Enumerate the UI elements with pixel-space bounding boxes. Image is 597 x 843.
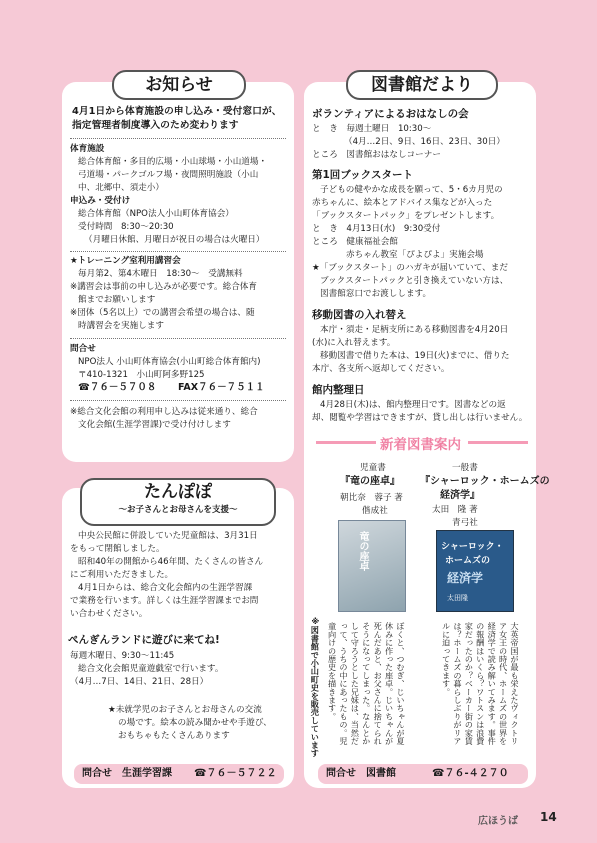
book1-publisher: 偕成社 bbox=[362, 506, 388, 516]
divider bbox=[70, 251, 286, 252]
training-text: 館までお願いします bbox=[78, 295, 156, 305]
book2-description: 大英帝国が最も栄えたヴィクトリア女王の時代、ホームズの世界を経済学で読み解いてみます。事件の報酬はいくら？ワトスンは浪費家だったのか？ベーカー街の家賃は？ホームズの暮らしぶりがリアルに迫ってきます。 bbox=[441, 622, 520, 745]
notice-heading: お知らせ bbox=[112, 70, 246, 100]
library-side-note: ※図書館で小山町史を販売しています bbox=[310, 616, 321, 758]
tanpopo-subheading: ～お子さんとお母さんを支援～ bbox=[118, 505, 238, 515]
apply-text: 総合体育館（NPO法人小山町体育協会） bbox=[78, 209, 234, 219]
penguin-note: おもちゃもたくさんあります bbox=[118, 731, 230, 741]
tanpopo-contact-label: 問合せ 生涯学習課 bbox=[82, 768, 172, 779]
notice-lead: 4月1日から体育施設の申し込み・受付窓口が、 bbox=[72, 106, 282, 117]
training-text: 毎月第2、第4木曜日 18:30～ 受講無料 bbox=[78, 269, 243, 279]
closed-day-text: 4月28日(木)は、館内整理日です。図書などの返 bbox=[320, 400, 506, 410]
new-books-rule-left bbox=[316, 441, 376, 444]
tanpopo-heading: たんぽぽ bbox=[144, 482, 212, 502]
facilities-text: 総合体育館・多目的広場・小山球場・小山道場・ bbox=[78, 157, 268, 167]
tanpopo-text: にご利用いただきました。 bbox=[70, 570, 174, 580]
book2-publisher: 青弓社 bbox=[452, 518, 478, 528]
book1-author: 朝比奈 蓉子 著 bbox=[340, 493, 403, 503]
book2-cover-title: 経済学 bbox=[447, 571, 484, 585]
mobile-library-title: 移動図書の入れ替え bbox=[312, 309, 407, 321]
apply-text: （月曜日休館、月曜日が祝日の場合は火曜日） bbox=[84, 235, 265, 245]
book2-cover-title: シャーロック・ bbox=[441, 542, 504, 552]
book2-cover-title: ホームズの bbox=[445, 556, 491, 566]
tanpopo-text: 4月1日からは、総合文化会館内の生涯学習課 bbox=[78, 583, 253, 593]
bookstart-text: 赤ちゃんに、絵本とアドバイス集などが入った bbox=[312, 198, 493, 208]
training-text: 時講習会を実施します bbox=[78, 321, 164, 331]
tanpopo-text: 中央公民館に併設していた児童館は、3月31日 bbox=[78, 531, 258, 541]
bookstart-title: 第1回ブックスタート bbox=[312, 169, 413, 181]
volunteer-title: ボランティアによるおはなしの会 bbox=[312, 108, 469, 120]
book1-title: 『竜の座卓』 bbox=[340, 476, 400, 487]
divider bbox=[70, 400, 286, 401]
volunteer-text: （4月…2日、9日、16日、23日、30日） bbox=[344, 137, 505, 147]
notice-footnote: 文化会館(生涯学習課)で受け付けします bbox=[78, 420, 231, 430]
tanpopo-text: をもって閉館しました。 bbox=[70, 544, 165, 554]
bookstart-text: と き 4月13日(水) 9:30受付 bbox=[312, 224, 441, 234]
notice-contact-fax: FAX７６－７５１１ bbox=[178, 382, 265, 393]
mobile-library-text: 本庁・須走・足柄支所にある移動図書を4月20日 bbox=[320, 325, 509, 335]
notice-contact-text: NPO法人 小山町体育協会(小山町総合体育館内) bbox=[78, 357, 261, 367]
bookstart-text: 「ブックスタートパック」をプレゼントします。 bbox=[312, 211, 500, 221]
book1-category: 児童書 bbox=[360, 463, 386, 473]
mobile-library-text: 本庁、各支所へ返却してください。 bbox=[312, 364, 450, 374]
book2-title: 『シャーロック・ホームズの bbox=[420, 476, 550, 487]
new-books-rule-right bbox=[468, 441, 528, 444]
notice-lead-2: 指定管理者制度導入のため変わります bbox=[72, 120, 239, 131]
bookstart-text: ところ 健康福祉会館 bbox=[312, 237, 398, 247]
notice-contact-tel: ☎７６－５７０８ bbox=[78, 382, 157, 393]
notice-contact-text: 〒410-1321 小山町阿多野125 bbox=[78, 370, 205, 380]
closed-day-text: 却、閲覧や学習はできますが、貸し出しは行いません。 bbox=[312, 413, 528, 423]
library-contact-tel: ☎７６-４２７０ bbox=[432, 768, 509, 779]
notice-contact-label: 問合せ bbox=[70, 344, 96, 354]
tanpopo-text: で業務を行います。詳しくは生涯学習課までお問 bbox=[70, 596, 259, 606]
penguin-text: 総合文化会館児童遊戯室で行います。 bbox=[78, 664, 224, 674]
bookstart-text: 子どもの健やかな成長を願って、5・6カ月児の bbox=[320, 185, 503, 195]
training-text: ※講習会は事前の申し込みが必要です。総合体育 bbox=[70, 282, 257, 292]
facilities-text: 中、北郷中、須走小） bbox=[78, 183, 164, 193]
penguin-title: ぺんぎんランドに遊びに来てね! bbox=[68, 634, 220, 646]
bookstart-text: ブックスタートパックと引き換えていない方は、 bbox=[320, 276, 509, 286]
mobile-library-text: 移動図書で借りた本は、19日(火)までに、借りた bbox=[320, 351, 510, 361]
library-contact bbox=[318, 764, 528, 784]
footer-brand: 広ほうば bbox=[478, 816, 518, 827]
divider bbox=[70, 338, 286, 339]
library-contact-label: 問合せ 図書館 bbox=[326, 768, 396, 779]
page-number: 14 bbox=[540, 810, 557, 824]
volunteer-text: ところ 図書館おはなしコーナー bbox=[312, 150, 441, 160]
penguin-text: 毎週木曜日、9:30～11:45 bbox=[70, 651, 175, 661]
bookstart-text: ★「ブックスタート」のハガキが届いていて、まだ bbox=[312, 263, 508, 273]
tanpopo-heading-box bbox=[80, 478, 276, 526]
book1-description: ぼくと、つむぎ、じいちゃんが夏休みに作った座卓。じいちゃんが死んだあと、お父さんに捨てられそうになってしまった。なんとかして守ろうとした兄妹は、当然だって、うちの中にあったもの。児童向けの歴史を描きます。 bbox=[327, 622, 406, 745]
bookstart-text: 図書館窓口でお渡しします。 bbox=[320, 289, 432, 299]
penguin-note: の場です。絵本の読み聞かせや手遊び、 bbox=[118, 718, 272, 728]
book2-author: 太田 隆 著 bbox=[432, 505, 478, 515]
tanpopo-text: 昭和40年の開館から46年間、たくさんの皆さん bbox=[78, 557, 264, 567]
book1-cover bbox=[338, 520, 406, 612]
book2-title: 経済学』 bbox=[440, 490, 480, 501]
notice-footnote: ※総合文化会館の利用申し込みは従来通り、総合 bbox=[70, 407, 258, 417]
apply-label: 申込み・受付け bbox=[70, 196, 131, 206]
tanpopo-text: い合わせください。 bbox=[70, 609, 148, 619]
book2-cover bbox=[436, 530, 514, 612]
book2-category: 一般書 bbox=[452, 463, 478, 473]
closed-day-title: 館内整理日 bbox=[312, 384, 365, 396]
training-title: ★トレーニング室利用講習会 bbox=[70, 256, 181, 266]
training-text: ※団体（5名以上）での講習会希望の場合は、随 bbox=[70, 308, 255, 318]
library-heading: 図書館だより bbox=[346, 70, 498, 100]
divider bbox=[70, 138, 286, 139]
book1-cover-title: 竜の座卓 bbox=[357, 531, 368, 571]
facilities-text: 弓道場・パークゴルフ場・夜間照明施設（小山 bbox=[78, 170, 259, 180]
mobile-library-text: (水)に入れ替えます。 bbox=[312, 338, 396, 348]
facilities-label: 体育施設 bbox=[70, 144, 105, 154]
tanpopo-contact-tel: ☎７６－５７２２ bbox=[194, 768, 277, 779]
tanpopo-contact bbox=[74, 764, 284, 784]
volunteer-text: と き 毎週土曜日 10:30～ bbox=[312, 124, 432, 134]
penguin-note: ★未就学児のお子さんとお母さんの交流 bbox=[108, 705, 262, 715]
book2-cover-author: 太田隆 bbox=[447, 594, 468, 602]
apply-text: 受付時間 8:30～20:30 bbox=[78, 222, 174, 232]
bookstart-text: 赤ちゃん教室「ぴよぴよ」実施会場 bbox=[346, 250, 484, 260]
penguin-text: （4月…7日、14日、21日、28日） bbox=[70, 677, 209, 687]
new-books-heading: 新着図書案内 bbox=[380, 437, 461, 453]
